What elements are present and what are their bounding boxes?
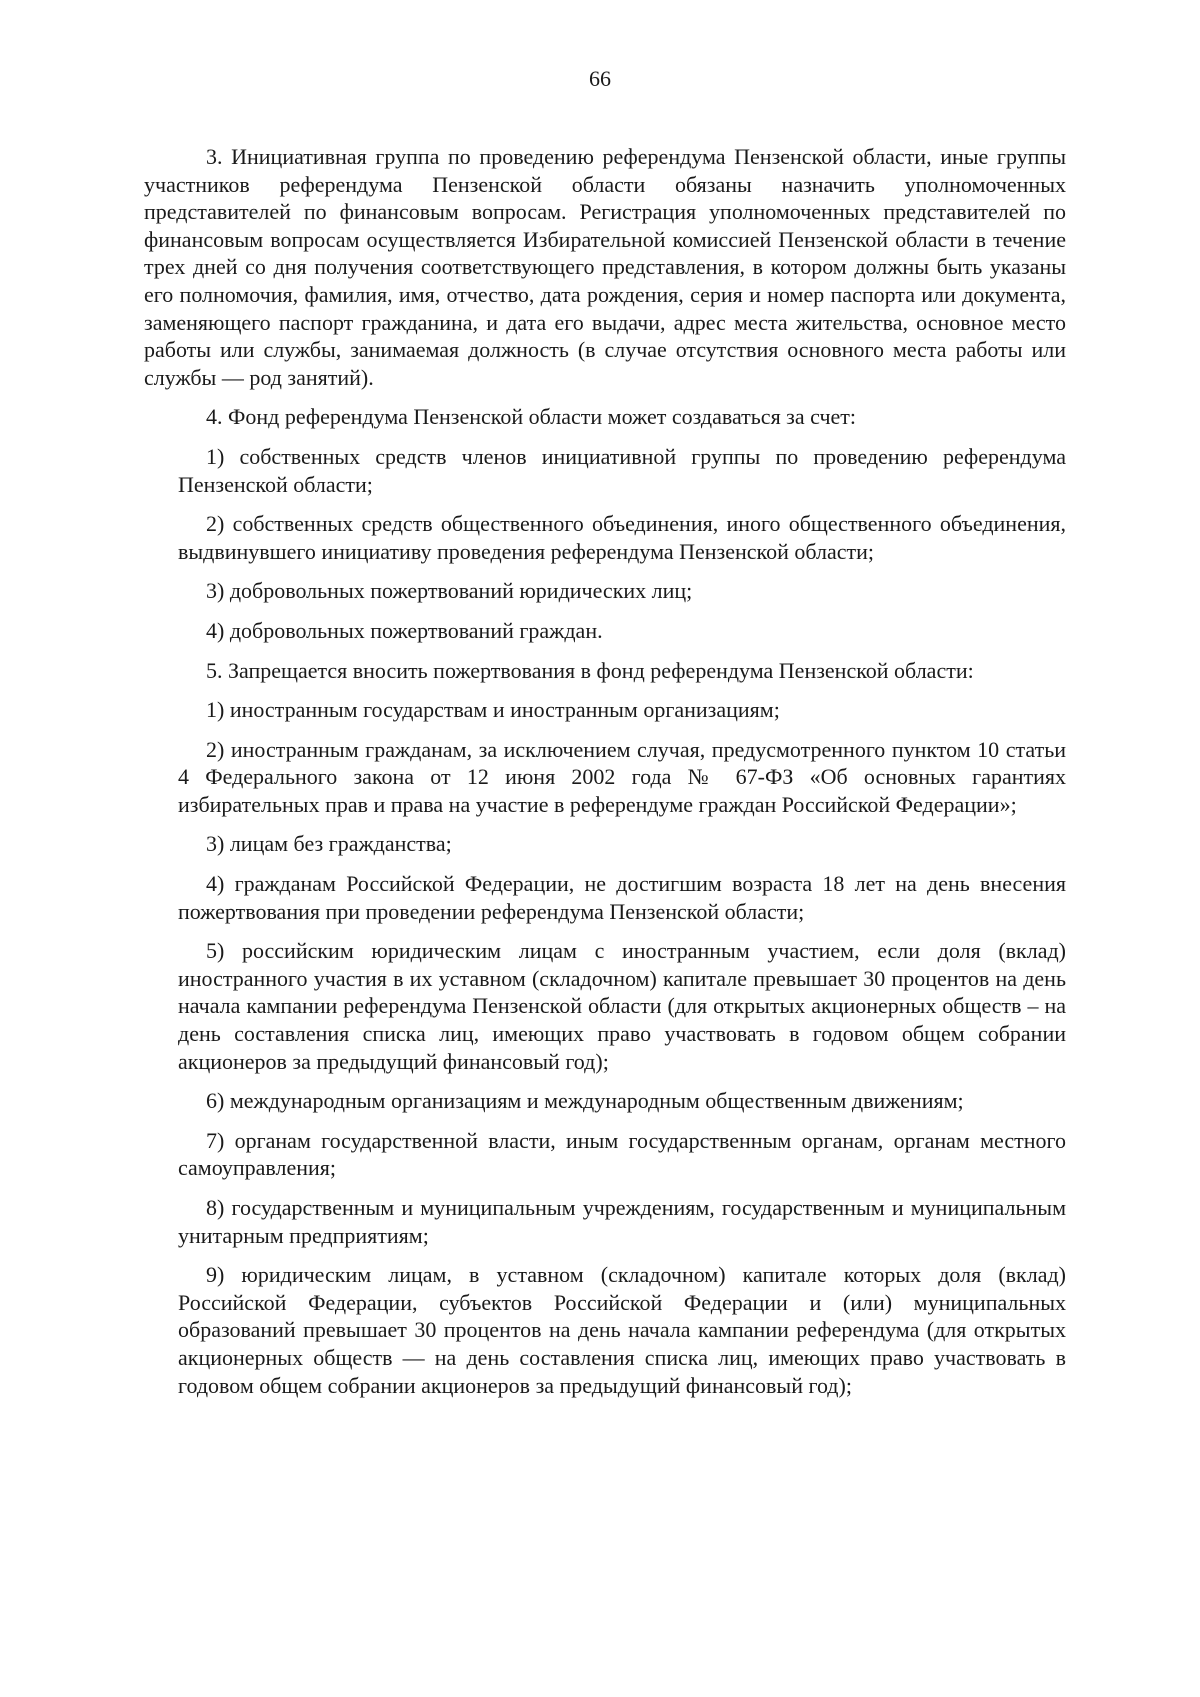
list-item: 4) добровольных пожертвований граждан. xyxy=(206,617,603,643)
list-item: 2) иностранным гражданам, за исключением случая, предусмотренного пунктом 10 статьи 4 Федерального закона от 12 июня 2002 года № 67-ФЗ «Об основных гарантиях избирательных прав и права на участие в референдуме граждан Российской Федерации»; xyxy=(178,736,1066,817)
list-item: 1) собственных средств членов инициативной группы по проведению референдума Пензенской области; xyxy=(178,443,1066,497)
list-item: 3) добровольных пожертвований юридических лиц; xyxy=(206,578,693,604)
list-item: 9) юридическим лицам, в уставном (складочном) капитале которых доля (вклад) Российской Федерации, субъектов Российской Федерации и (или) муниципальных образований превышает 30 процентов на день начала кампании референдума (для открытых акционерных обществ — на день составления списка лиц, имеющих право участвовать в годовом общем собрании акционеров за предыдущий финансовый год); xyxy=(178,1262,1066,1398)
document-body xyxy=(144,143,1066,1411)
page-number: 66 xyxy=(589,66,611,91)
list-item: 4) гражданам Российской Федерации, не достигшим возраста 18 лет на день внесения пожертвования при проведении референдума Пензенской области; xyxy=(178,871,1066,924)
list-item: 5) российским юридическим лицам с иностранным участием, если доля (вклад) иностранного участия в их уставном (складочном) капитале превышает 30 процентов на день начала кампании референдума Пензенской области (для открытых акционерных обществ – на день составления списка лиц, имеющих право участвовать в годовом общем собрании акционеров за предыдущий финансовый год); xyxy=(178,938,1066,1074)
paragraph-4: 4. Фонд референдума Пензенской области может создаваться за счет: xyxy=(206,404,857,430)
list-item: 7) органам государственной власти, иным государственным органам, органам местного самоуправления; xyxy=(178,1127,1066,1181)
list-item: 6) международным организациям и международным общественным движениям; xyxy=(206,1088,964,1114)
list-item: 1) иностранным государствам и иностранным организациям; xyxy=(206,697,780,723)
paragraph-3: 3. Инициативная группа по проведению референдума Пензенской области, иные группы участников референдума Пензенской области обязаны назначить уполномоченных представителей по финансовым вопросам. Регистрация уполномоченных представителей по финансовым вопросам осуществляется Избирательной комиссией Пензенской области в течение трех дней со дня получения соответствующего представления, в котором должны быть указаны его полномочия, фамилия, имя, отчество, дата рождения, серия и номер паспорта или документа, заменяющего паспорт гражданина, и дата его выдачи, адрес места жительства, основное место работы или службы, занимаемая должность (в случае отсутствия основного места работы или службы — род занятий). xyxy=(144,144,1066,390)
list-item: 3) лицам без гражданства; xyxy=(206,831,452,857)
paragraph-5: 5. Запрещается вносить пожертвования в фонд референдума Пензенской области: xyxy=(206,657,974,683)
list-item: 2) собственных средств общественного объединения, иного общественного объединения, выдвинувшего инициативу проведения референдума Пензенской области; xyxy=(178,511,1066,564)
list-item: 8) государственным и муниципальным учреждениям, государственным и муниципальным унитарным предприятиям; xyxy=(178,1195,1066,1248)
